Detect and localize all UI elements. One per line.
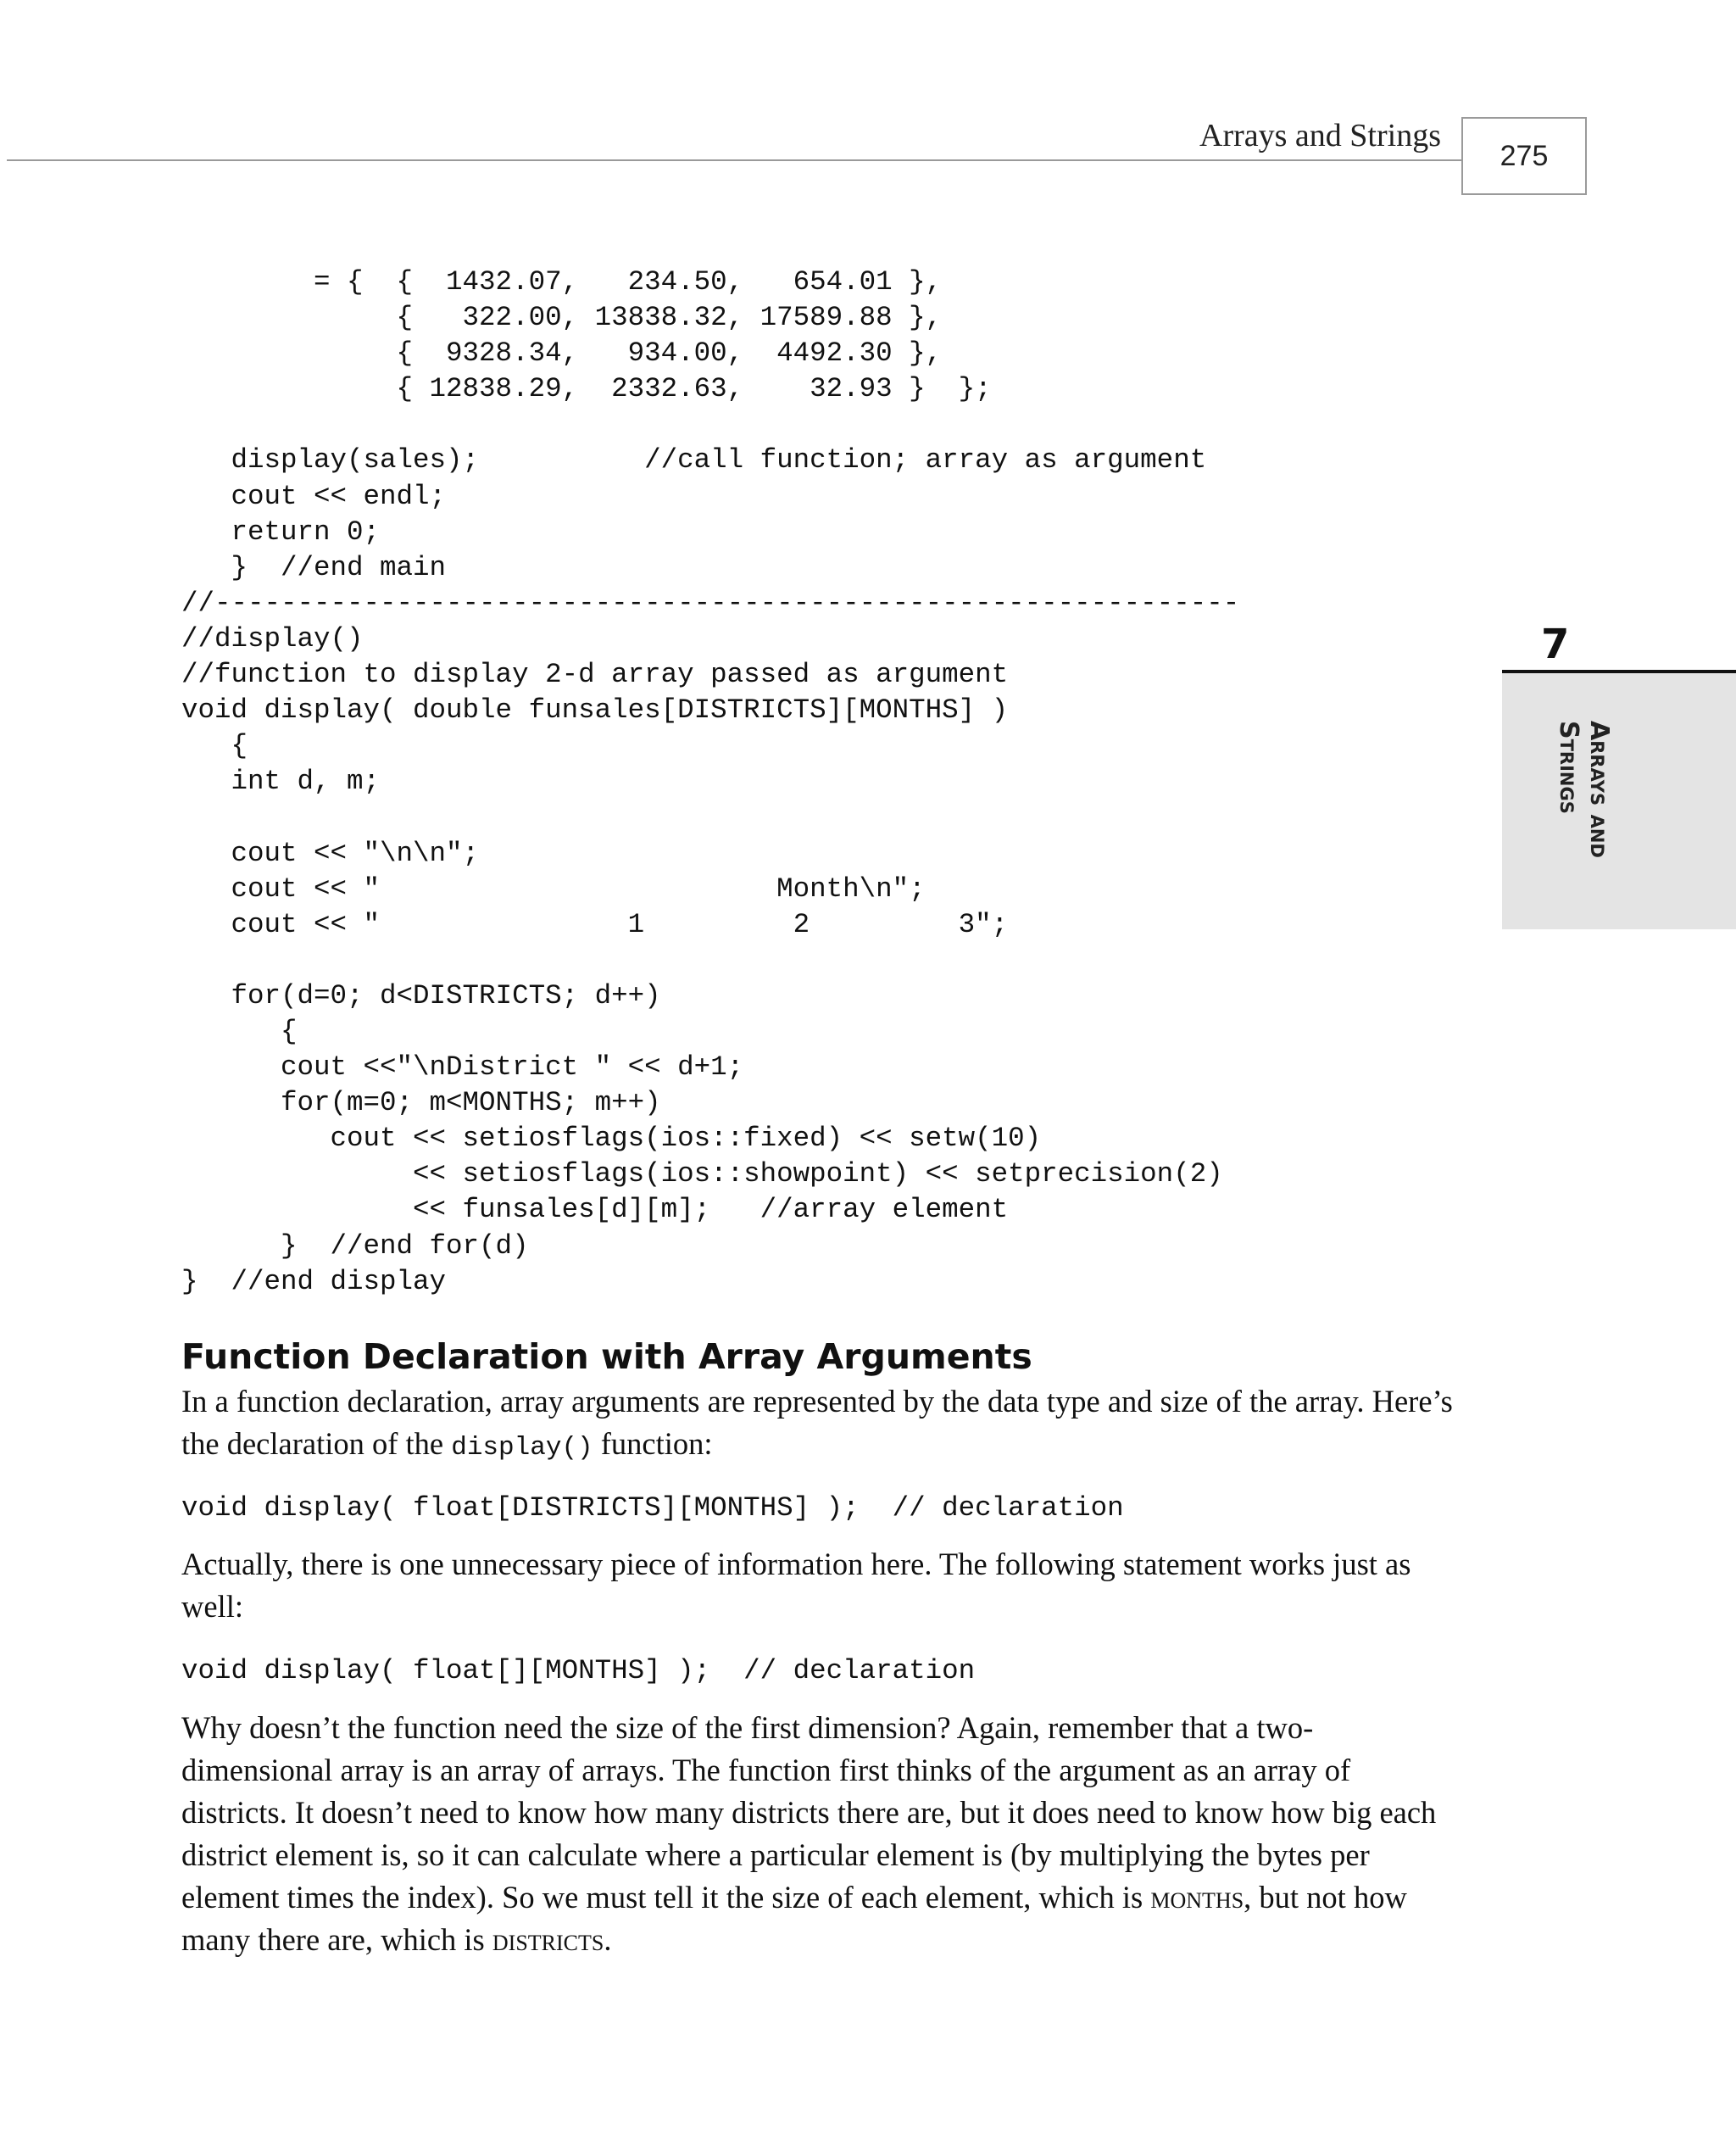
code-listing: = { { 1432.07, 234.50, 654.01 }, { 322.00, 13838.32, 17589.88 }, { 9328.34, 934.00, 4492.30 }, { 12838.29, 2332.63, 32.93 } }; display(sales); //call function; array as argument cout << endl; return 0; } //end main //-------------------------------------------------------------- //display() //function to display 2-d array passed as argument void display( double funsales[DISTRICTS][MONTHS] ) { int d, m; cout << "\n\n"; cout << " Month\n"; cout << " 1 2 3"; for(d=0; d<DISTRICTS; d++) { cout <<"\nDistrict " << d+1; for(m=0; m<MONTHS; m++) cout << setiosflags(ios::fixed) << setw(10) << setiosflags(ios::showpoint) << setprecision(2) << funsales[d][m]; //array element } //end for(d) } //end display xyxy=(181,266,1240,1297)
paragraph-text: , but not how many there are, which is xyxy=(181,1880,1407,1957)
code-declaration-short: void display( float[][MONTHS] ); // declaration xyxy=(181,1655,976,1686)
constant-months: months xyxy=(1150,1880,1244,1915)
code-declaration-full: void display( float[DISTRICTS][MONTHS] ); // declaration xyxy=(181,1492,1124,1524)
inline-code-display: display() xyxy=(451,1433,593,1463)
constant-districts: districts xyxy=(492,1922,604,1957)
chapter-tab-title: Arrays and Strings xyxy=(1554,721,1614,858)
paragraph-text: Why doesn’t the function need the size of the first dimension? Again, remember that a two-dimensional array is an array of arrays. The function first thinks of the argument as an array of districts. It doesn’t need to know how many districts there are, but it does need to know how big each district element is, so it can calculate where a particular element is (by multiplying the bytes per element times the index). So we must tell it the size of each element, which is xyxy=(181,1710,1437,1915)
chapter-tab xyxy=(1502,673,1736,929)
paragraph-text: In a function declaration, array arguments are represented by the data type and size of the array. Here’s the declaration of the xyxy=(181,1384,1453,1461)
paragraph-unnecessary: Actually, there is one unnecessary piece of information here. The following statement works just as well: xyxy=(181,1547,1411,1624)
page-number: 275 xyxy=(1461,117,1587,195)
running-header-title: Arrays and Strings xyxy=(1199,118,1441,153)
paragraph-explanation xyxy=(181,1707,1453,1961)
chapter-number: 7 xyxy=(1541,621,1570,668)
header-rule xyxy=(7,159,1463,161)
paragraph-text: . xyxy=(604,1922,612,1957)
section-heading: Function Declaration with Array Arguments xyxy=(181,1336,1032,1377)
paragraph-declaration xyxy=(181,1380,1453,1469)
paragraph-text: function: xyxy=(593,1426,713,1461)
